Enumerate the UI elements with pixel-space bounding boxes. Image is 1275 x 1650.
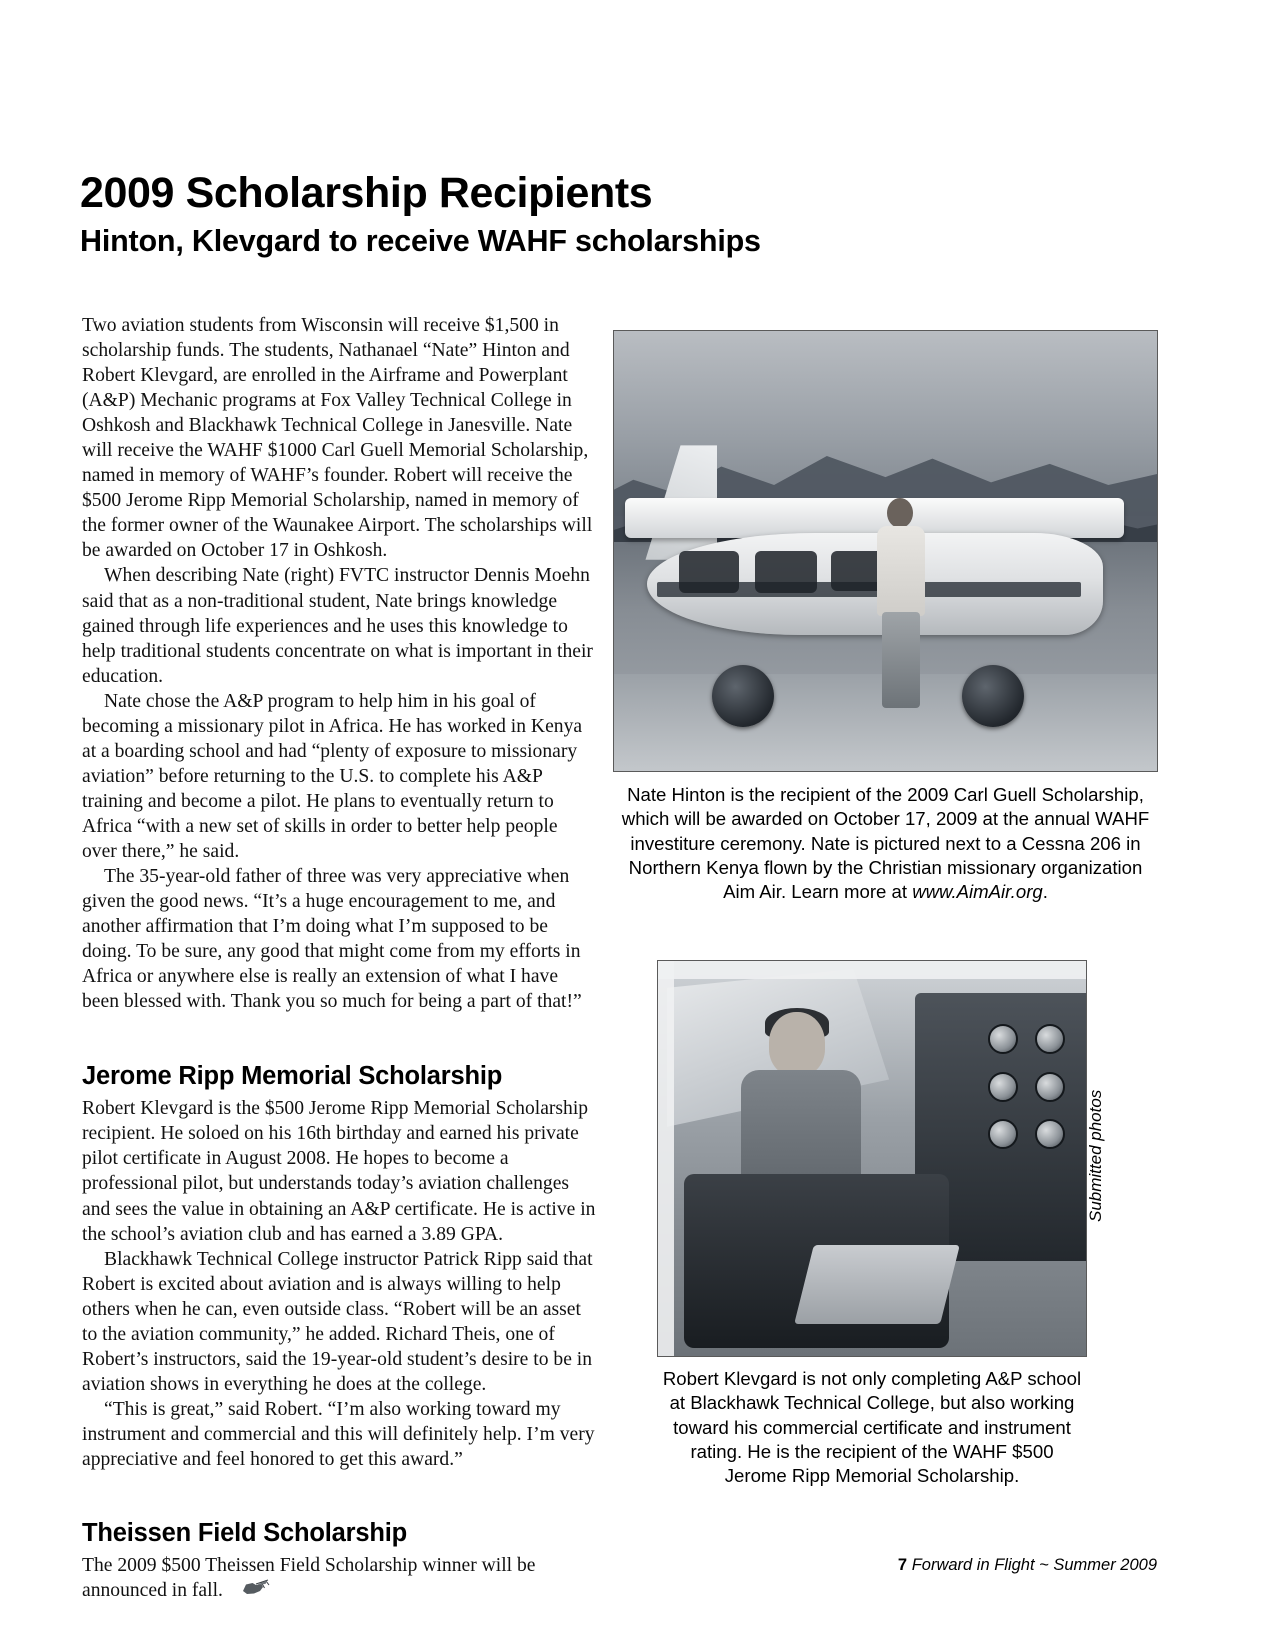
photo-instrument-dial	[988, 1119, 1018, 1149]
photo-caption-top	[613, 783, 1158, 904]
section-heading-theissen-field: Theissen Field Scholarship	[82, 1519, 407, 1548]
photo-door-frame	[658, 961, 674, 1356]
paragraph-patrick-ripp: Blackhawk Technical College instructor Patrick Ripp said that Robert is excited about aviation and is always willing to help others when he can, even outside class. “Robert will be an asset to the aviation community,” he added. Richard Theis, one of Robert’s instructors, said the 19-year-old student’s desire to be in aviation shows in everything he does at the college.	[82, 1248, 593, 1395]
paragraph-moehn-quote: When describing Nate (right) FVTC instructor Dennis Moehn said that as a non-traditional student, Nate brings knowledge gained through life experiences and he uses this knowledge to help traditional students concentrate on what is important in their education.	[82, 565, 593, 687]
theissen-text: The 2009 $500 Theissen Field Scholarship winner will be announced in fall.	[82, 1555, 536, 1602]
photo-person-head	[769, 1012, 825, 1076]
section-heading-jerome-ripp: Jerome Ripp Memorial Scholarship	[82, 1062, 503, 1091]
photo-aircraft-wheel	[712, 665, 774, 727]
photo-seat-cushion	[794, 1245, 959, 1324]
caption-text-before-link: Nate Hinton is the recipient of the 2009 Carl Guell Scholarship, which will be awarded on October 17, 2009 at the annual WAHF investiture ceremony. Nate is pictured next to a Cessna 206 in Northern Kenya flown by the Christian missionary organization Aim Air. Learn more at	[621, 784, 1150, 903]
photo-nate-hinton-cessna	[613, 330, 1158, 772]
photo-column-top	[613, 330, 1158, 904]
photo-instrument-dial	[988, 1024, 1018, 1054]
photo-person-head	[887, 498, 913, 528]
article-body-column	[82, 313, 597, 1603]
section-spacer	[82, 1472, 597, 1518]
masthead	[80, 168, 1110, 260]
photo-credit: Submitted photos	[1086, 1089, 1105, 1222]
photo-instrument-dial	[1035, 1024, 1065, 1054]
wisconsin-airplane-logo-icon	[241, 1578, 271, 1600]
page-footer	[898, 1556, 1157, 1575]
footer-publication: Forward in Flight ~ Summer 2009	[911, 1556, 1157, 1574]
photo-person-nate	[875, 498, 927, 708]
paragraph-intro: Two aviation students from Wisconsin will receive $1,500 in scholarship funds. The students, Nathanael “Nate” Hinton and Robert Klevgard, are enrolled in the Airframe and Powerplant (A&P) Mechanic programs at Fox Valley Technical College in Oshkosh and Blackhawk Technical College in Janesville. Nate will receive the WAHF $1000 Carl Guell Memorial Scholarship, named in memory of WAHF’s founder. Robert will receive the $500 Jerome Ripp Memorial Scholarship, named in memory of the former owner of the Waunakee Airport. The scholarships will be awarded on October 17 in Oshkosh.	[82, 315, 593, 562]
photo-instrument-dial	[988, 1072, 1018, 1102]
paragraph-klevgard-intro: Robert Klevgard is the $500 Jerome Ripp Memorial Scholarship recipient. He soloed on his 16th birthday and earned his private pilot certificate in August 2008. He hopes to become a professional pilot, but understands today’s aviation challenges and sees the value in obtaining an A&P certificate. He is active in the school’s aviation club and has earned a 3.89 GPA.	[82, 1098, 596, 1245]
page-title: 2009 Scholarship Recipients	[80, 169, 653, 217]
paragraph-nate-reaction: The 35-year-old father of three was very appreciative when given the good news. “It’s a huge encouragement to me, and another affirmation that I’m doing what I’m supposed to be doing. To be sure, any good that might come from my efforts in Africa or anywhere else is really an extension of what I have been blessed with. Thank you so much for being a part of that!”	[82, 866, 582, 1013]
paragraph-robert-quote: “This is great,” said Robert. “I’m also working toward my instrument and commercial and this will definitely help. I’m very appreciative and feel honored to get this award.”	[82, 1398, 595, 1470]
photo-caption-bottom: Robert Klevgard is not only completing A&P school at Blackhawk Technical College, but also working toward his commercial certificate and instrument rating. He is the recipient of the WAHF $500 Jerome Ripp Memorial Scholarship.	[662, 1368, 1082, 1487]
photo-robert-klevgard-cockpit	[657, 960, 1087, 1357]
photo-aircraft-window	[755, 551, 817, 593]
photo-person-legs	[882, 612, 920, 708]
paragraph-theissen	[82, 1553, 597, 1603]
photo-instrument-dial	[1035, 1072, 1065, 1102]
photo-person-torso	[877, 526, 925, 616]
footer-page-number: 7	[897, 1556, 908, 1574]
photo-instrument-dial	[1035, 1119, 1065, 1149]
caption-website: www.AimAir.org	[912, 881, 1043, 903]
page-subtitle: Hinton, Klevgard to receive WAHF scholarships	[80, 224, 761, 258]
photo-aircraft-window	[679, 551, 739, 593]
photo-aircraft-wheel	[962, 665, 1024, 727]
caption-text-after-link: .	[1042, 881, 1048, 903]
paragraph-nate-goals: Nate chose the A&P program to help him in his goal of becoming a missionary pilot in Africa. He has worked in Kenya at a boarding school and had “plenty of exposure to missionary aviation” before returning to the U.S. to complete his A&P training and become a pilot. He plans to eventually return to Africa “with a new set of skills in order to better help people over there,” he said.	[82, 690, 583, 862]
section-spacer	[82, 1014, 597, 1061]
photo-column-bottom	[657, 960, 1087, 1488]
photo-door-frame	[658, 961, 1086, 979]
